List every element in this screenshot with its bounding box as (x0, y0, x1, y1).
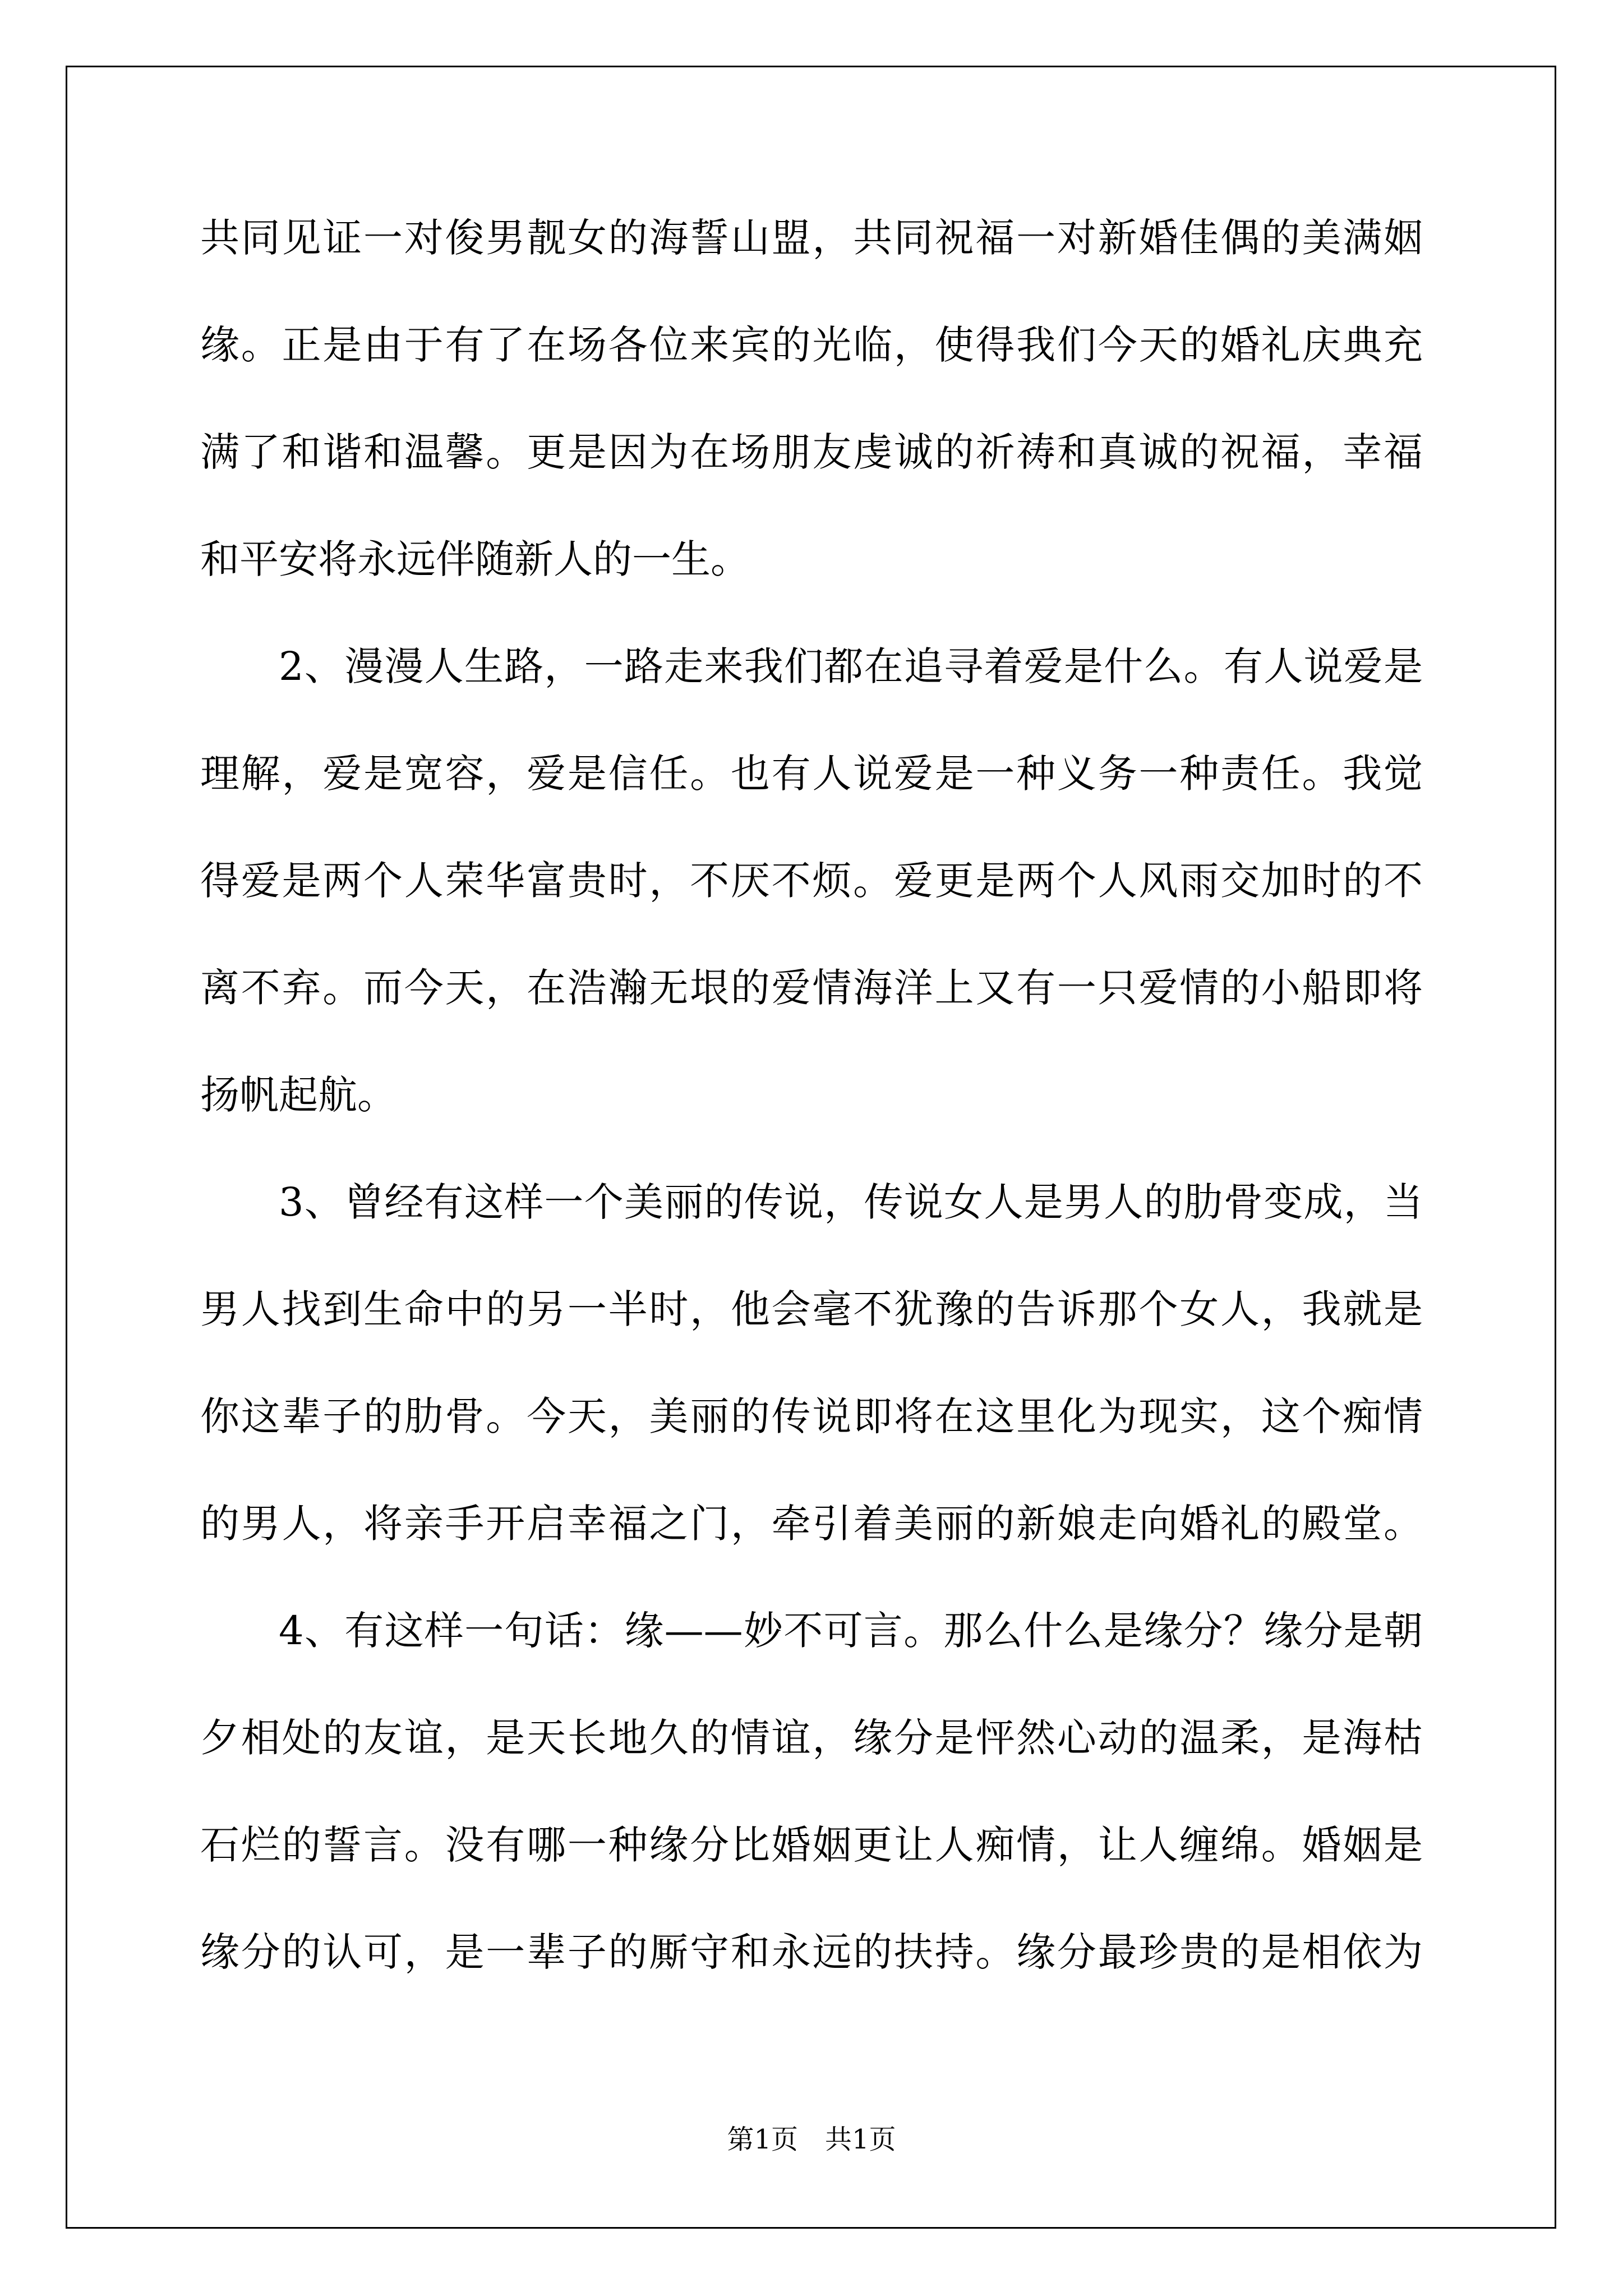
paragraph-start-line: 2、漫漫人生路，一路走来我们都在追寻着爱是什么。有人说爱是 (279, 643, 1423, 689)
page-number-footer: 第1页 共1页 (727, 2124, 896, 2155)
paragraph-start-line: 4、有这样一句话：缘——妙不可言。那么什么是缘分？缘分是朝 (279, 1608, 1423, 1654)
text-line: 的男人，将亲手开启幸福之门，牵引着美丽的新娘走向婚礼的殿堂。 (200, 1501, 1423, 1547)
text-line: 和平安将永远伴随新人的一生。 (200, 536, 750, 582)
text-line: 缘分的认可，是一辈子的厮守和永远的扶持。缘分最珍贵的是相依为 (200, 1929, 1423, 1975)
text-line: 得爱是两个人荣华富贵时，不厌不烦。爱更是两个人风雨交加时的不 (200, 858, 1423, 904)
text-line: 离不弃。而今天，在浩瀚无垠的爱情海洋上又有一只爱情的小船即将 (200, 965, 1423, 1011)
text-line: 夕相处的友谊，是天长地久的情谊，缘分是怦然心动的温柔，是海枯 (200, 1715, 1423, 1761)
text-line: 共同见证一对俊男靓女的海誓山盟，共同祝福一对新婚佳偶的美满姻 (200, 215, 1423, 261)
text-line: 石烂的誓言。没有哪一种缘分比婚姻更让人痴情，让人缠绵。婚姻是 (200, 1822, 1423, 1868)
text-line: 扬帆起航。 (200, 1072, 396, 1118)
text-line: 你这辈子的肋骨。今天，美丽的传说即将在这里化为现实，这个痴情 (200, 1393, 1423, 1439)
document-body (200, 206, 1423, 2028)
text-line: 满了和谐和温馨。更是因为在场朋友虔诚的祈祷和真诚的祝福，幸福 (200, 429, 1423, 475)
paragraph-start-line: 3、曾经有这样一个美丽的传说，传说女人是男人的肋骨变成，当 (279, 1179, 1423, 1225)
text-line: 理解，爱是宽容，爱是信任。也有人说爱是一种义务一种责任。我觉 (200, 751, 1423, 797)
text-line: 缘。正是由于有了在场各位来宾的光临，使得我们今天的婚礼庆典充 (200, 322, 1423, 368)
text-line: 男人找到生命中的另一半时，他会毫不犹豫的告诉那个女人，我就是 (200, 1286, 1423, 1332)
